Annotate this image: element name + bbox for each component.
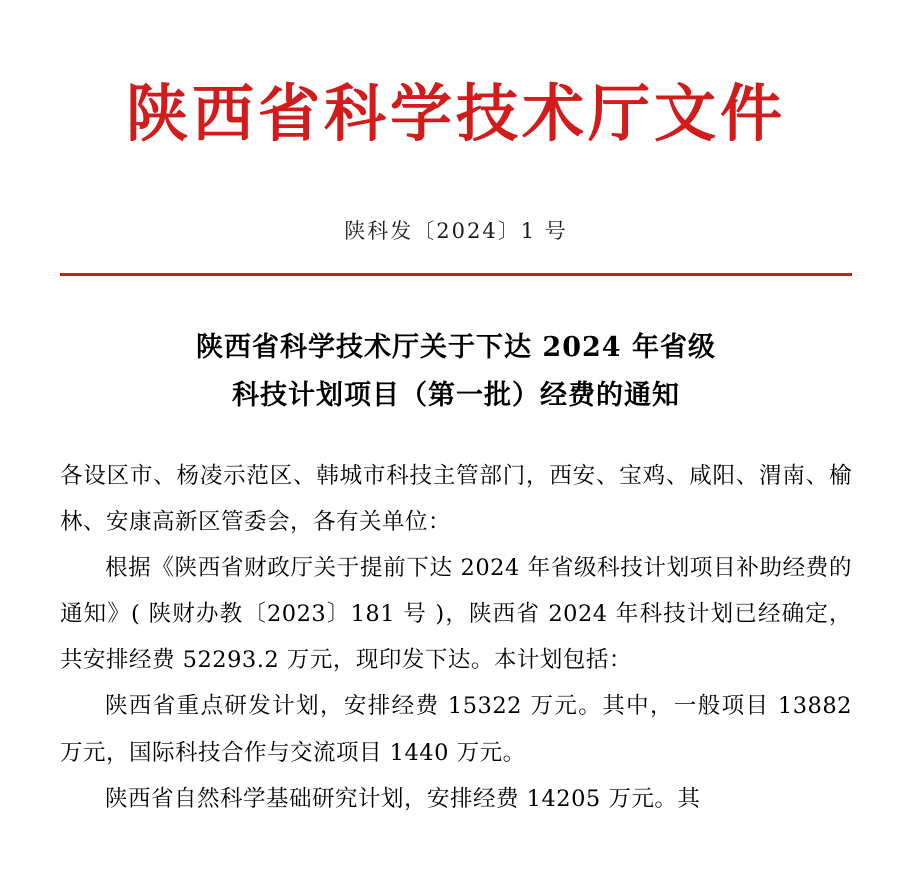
document-title	[0, 324, 912, 419]
paragraph-key-rd-plan: 陕西省重点研发计划，安排经费 15322 万元。其中，一般项目 13882 万元，国际科技合作与交流项目 1440 万元。	[60, 693, 852, 766]
organization-title: 陕西省科学技术厅文件	[125, 77, 786, 150]
paragraph-natural-science-plan: 陕西省自然科学基础研究计划，安排经费 14205 万元。其	[105, 785, 701, 812]
paragraph-basis: 根据《陕西省财政厅关于提前下达 2024 年省级科技计划项目补助经费的通知》( 陕财办教〔2023〕181 号 )，陕西省 2024 年科技计划已经确定，共安排经费 52293.2 万元，现印发下达。本计划包括：	[60, 555, 852, 674]
document-body	[60, 453, 852, 822]
document-number: 陕科发〔2024〕1 号	[344, 219, 568, 244]
document-title-line-2: 科技计划项目（第一批）经费的通知	[232, 379, 680, 411]
paragraph-salutation: 各设区市、杨凌示范区、韩城市科技主管部门，西安、宝鸡、咸阳、渭南、榆林、安康高新区管委会，各有关单位：	[60, 462, 852, 535]
document-title-line-1: 陕西省科学技术厅关于下达 2024 年省级	[196, 332, 716, 364]
document-header	[0, 0, 912, 149]
red-divider-rule	[60, 273, 852, 276]
